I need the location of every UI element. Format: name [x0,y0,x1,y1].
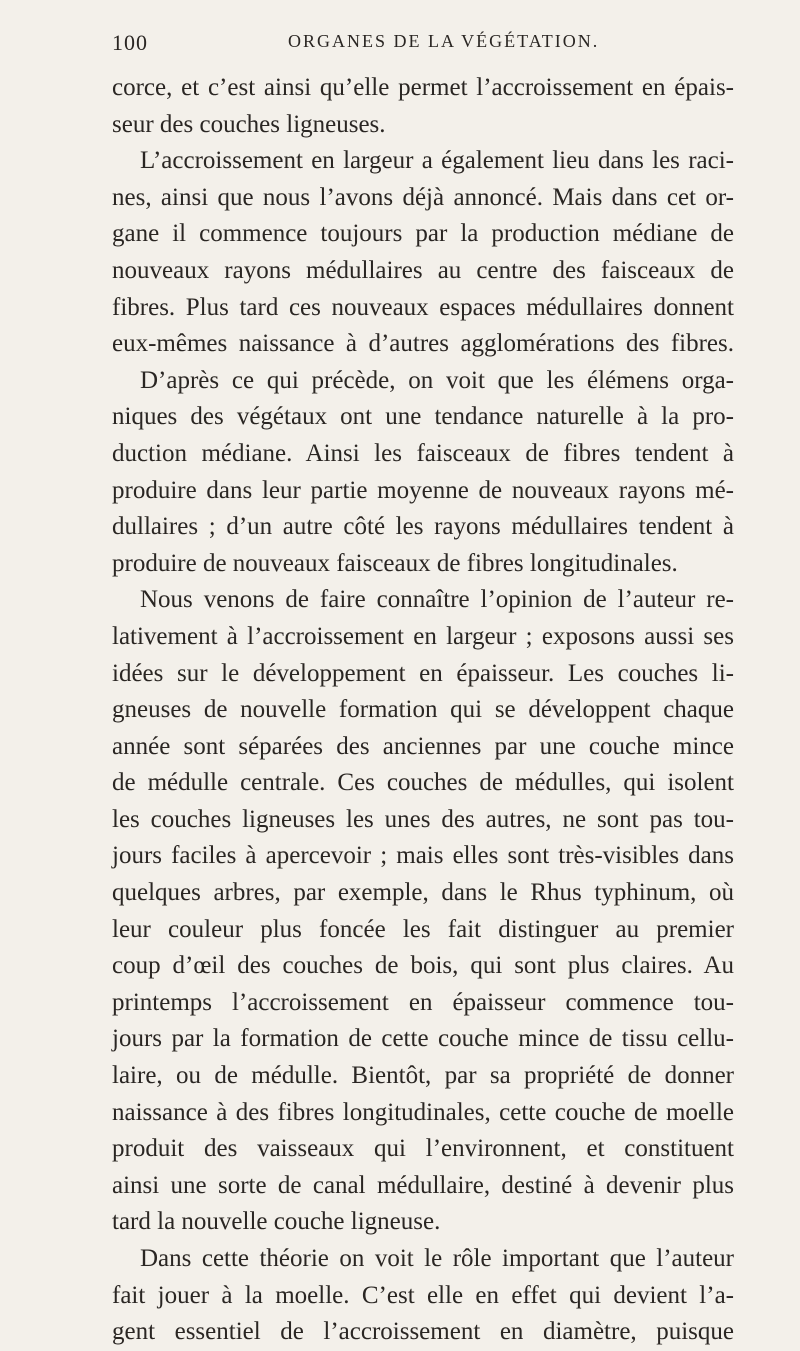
page-header [112,24,734,64]
page-number: 100 [112,30,148,55]
text-line: L’accroissement en largeur a également lieu dans les raci- [140,147,734,175]
text-line: naissance à des fibres longitudinales, cette couche de moelle [112,1098,734,1126]
text-line: ainsi une sorte de canal médullaire, destiné à devenir plus [112,1171,734,1199]
text-line: D’après ce qui précède, on voit que les élémens orga- [140,366,734,394]
text-line: Dans cette théorie on voit le rôle important que l’auteur [140,1245,734,1272]
text-line: laire, ou de médulle. Bientôt, par sa propriété de donner [112,1062,734,1090]
text-line: leur couleur plus foncée les fait distinguer au premier [112,915,734,943]
text-line: tard la nouvelle couche ligneuse. [112,1208,441,1236]
text-line: Nous venons de faire connaître l’opinion de l’auteur re- [140,586,734,614]
text-line: gent essentiel de l’accroissement en diamètre, puisque [112,1318,734,1346]
text-line: printemps l’accroissement en épaisseur commence tou- [112,988,734,1016]
text-line: année sont séparées des anciennes par une couche mince [112,732,734,760]
text-line: nouveaux rayons médullaires au centre des faisceaux de [112,256,734,284]
text-line: gane il commence toujours par la production médiane de [112,220,734,248]
text-line: les couches ligneuses les unes des autres, ne sont pas tou- [112,805,734,833]
running-head: ORGANES DE LA VÉGÉTATION. [288,31,600,51]
text-line: fait jouer à la moelle. C’est elle en effet qui devient l’a- [112,1281,734,1309]
text-line: produire dans leur partie moyenne de nouveaux rayons mé- [112,476,734,504]
text-line: duction médiane. Ainsi les faisceaux de fibres tendent à [112,439,734,467]
text-line: produit des vaisseaux qui l’environnent, et constituent [112,1135,734,1163]
text-line: jours faciles à apercevoir ; mais elles sont très-visibles dans [112,842,734,870]
text-line: corce, et c’est ainsi qu’elle permet l’accroissement en épais- [112,74,734,101]
text-line: fibres. Plus tard ces nouveaux espaces médullaires donnent [112,293,734,321]
text-line: idées sur le développement en épaisseur. Les couches li- [112,659,734,687]
text-line: gneuses de nouvelle formation qui se développent chaque [112,696,734,724]
text-line: de médulle centrale. Ces couches de médulles, qui isolent [112,769,734,797]
text-line: jours par la formation de cette couche mince de tissu cellu- [112,1025,734,1053]
body-text [112,70,734,1351]
text-line: quelques arbres, par exemple, dans le Rhus typhinum, où [112,879,734,907]
text-line: seur des couches ligneuses. [112,110,386,138]
text-line: dullaires ; d’un autre côté les rayons médullaires tendent à [112,513,734,541]
text-line: produire de nouveaux faisceaux de fibres longitudinales. [112,549,678,577]
text-line: coup d’œil des couches de bois, qui sont plus claires. Au [112,952,734,980]
text-line: lativement à l’accroissement en largeur ; exposons aussi ses [112,622,734,650]
text-line: nes, ainsi que nous l’avons déjà annoncé. Mais dans cet or- [112,183,734,211]
text-line: niques des végétaux ont une tendance naturelle à la pro- [112,403,734,431]
text-line: eux-mêmes naissance à d’autres agglomérations des fibres. [112,330,734,358]
